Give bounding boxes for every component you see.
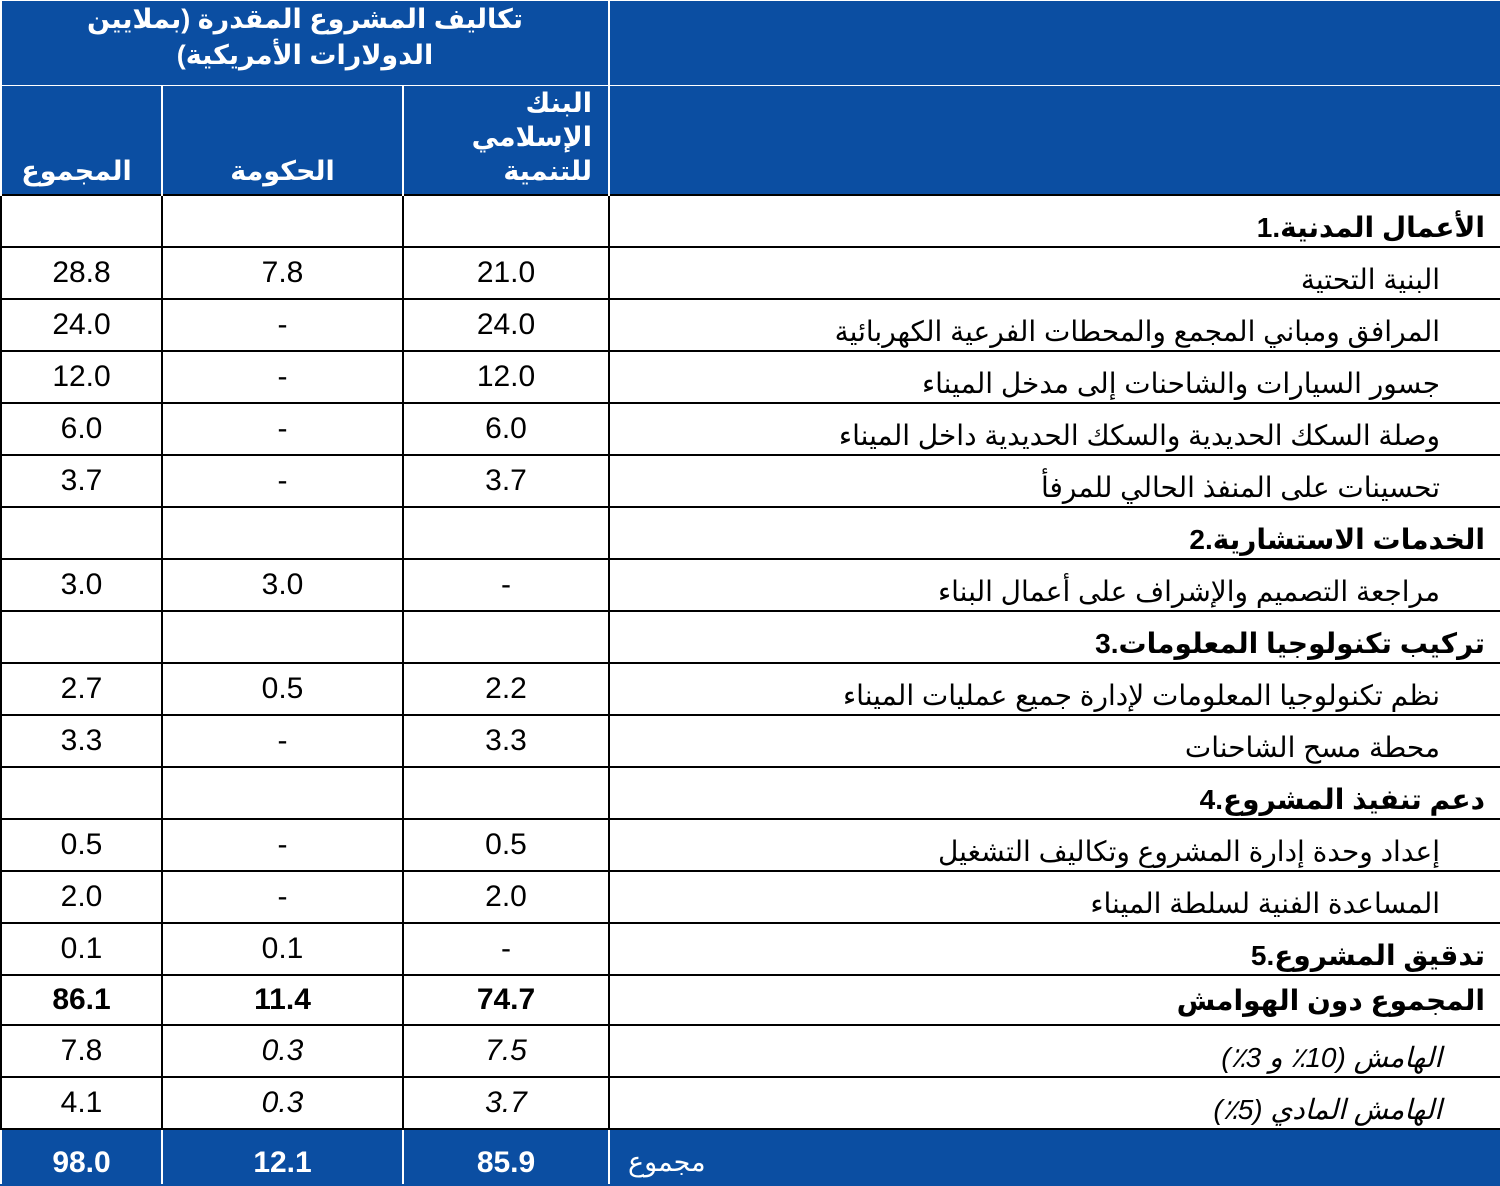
item-label: جسور السيارات والشاحنات إلى مدخل الميناء <box>609 351 1500 403</box>
table-row <box>1 455 1500 507</box>
section-number: .1 <box>1256 212 1281 243</box>
government-value: 12.1 <box>162 1129 403 1185</box>
header-row-2 <box>1 86 1500 196</box>
item-label: إعداد وحدة إدارة المشروع وتكاليف التشغيل <box>609 819 1500 871</box>
item-label: المساعدة الفنية لسلطة الميناء <box>609 871 1500 923</box>
table-row <box>1 871 1500 923</box>
header-empty-cell <box>609 1 1500 86</box>
table-row <box>1 247 1500 299</box>
table-row <box>1 559 1500 611</box>
isdb-value: 74.7 <box>403 975 609 1025</box>
government-value: 0.3 <box>162 1025 403 1077</box>
empty-cell <box>1 195 162 247</box>
total-value: 0.1 <box>1 923 162 975</box>
government-value: - <box>162 351 403 403</box>
isdb-value: 0.5 <box>403 819 609 871</box>
header-row-1 <box>1 1 1500 86</box>
section-title: دعم تنفيذ المشروع <box>1222 784 1486 815</box>
isdb-value: 3.7 <box>403 455 609 507</box>
section-row <box>1 923 1500 975</box>
section-number: .3 <box>1095 628 1119 659</box>
section-title: تدقيق المشروع <box>1274 940 1486 971</box>
isdb-value: 85.9 <box>403 1129 609 1185</box>
section-title: تركيب تكنولوجيا المعلومات <box>1118 628 1486 659</box>
total-value: 4.1 <box>1 1077 162 1129</box>
section-heading <box>609 611 1500 663</box>
total-value: 7.8 <box>1 1025 162 1077</box>
government-value: 7.8 <box>162 247 403 299</box>
grand-total-row <box>1 1129 1500 1185</box>
empty-cell <box>1 767 162 819</box>
government-value: 0.1 <box>162 923 403 975</box>
government-value: - <box>162 819 403 871</box>
margin-row <box>1 1025 1500 1077</box>
total-value: 3.3 <box>1 715 162 767</box>
section-title: الأعمال المدنية <box>1280 212 1486 243</box>
subtotal-row <box>1 975 1500 1025</box>
total-value: 28.8 <box>1 247 162 299</box>
item-label: تحسينات على المنفذ الحالي للمرفأ <box>609 455 1500 507</box>
total-value: 2.0 <box>1 871 162 923</box>
total-value: 3.0 <box>1 559 162 611</box>
government-value: 0.5 <box>162 663 403 715</box>
government-value: - <box>162 871 403 923</box>
item-label: محطة مسح الشاحنات <box>609 715 1500 767</box>
table-row <box>1 715 1500 767</box>
empty-cell <box>403 767 609 819</box>
section-heading <box>609 767 1500 819</box>
table-row <box>1 663 1500 715</box>
government-value: - <box>162 715 403 767</box>
total-value: 12.0 <box>1 351 162 403</box>
government-value: - <box>162 455 403 507</box>
margin-label: الهامش المادي (5٪) <box>609 1077 1500 1129</box>
government-value: 3.0 <box>162 559 403 611</box>
total-value: 98.0 <box>1 1129 162 1185</box>
empty-cell <box>403 507 609 559</box>
total-value: 2.7 <box>1 663 162 715</box>
total-value: 24.0 <box>1 299 162 351</box>
isdb-value: 7.5 <box>403 1025 609 1077</box>
isdb-value: 21.0 <box>403 247 609 299</box>
government-value: - <box>162 299 403 351</box>
table-row <box>1 403 1500 455</box>
empty-cell <box>403 195 609 247</box>
empty-cell <box>1 611 162 663</box>
column-header-isdb: البنك الإسلامي للتنمية <box>403 86 609 196</box>
government-value: - <box>162 403 403 455</box>
empty-cell <box>162 611 403 663</box>
column-header-total: المجموع <box>1 86 162 196</box>
item-label: وصلة السكك الحديدية والسكك الحديدية داخل الميناء <box>609 403 1500 455</box>
total-value: 86.1 <box>1 975 162 1025</box>
section-title: الخدمات الاستشارية <box>1212 524 1486 555</box>
isdb-value: 6.0 <box>403 403 609 455</box>
total-value: 0.5 <box>1 819 162 871</box>
table-row <box>1 351 1500 403</box>
item-label: المرافق ومباني المجمع والمحطات الفرعية الكهربائية <box>609 299 1500 351</box>
total-value: 6.0 <box>1 403 162 455</box>
section-number: .5 <box>1250 940 1275 971</box>
margin-row <box>1 1077 1500 1129</box>
empty-cell <box>403 611 609 663</box>
subtotal-label: المجموع دون الهوامش <box>609 975 1500 1025</box>
item-label: نظم تكنولوجيا المعلومات لإدارة جميع عمليات الميناء <box>609 663 1500 715</box>
section-number: .2 <box>1189 524 1213 555</box>
item-label: مراجعة التصميم والإشراف على أعمال البناء <box>609 559 1500 611</box>
empty-cell <box>162 507 403 559</box>
section-row <box>1 611 1500 663</box>
isdb-value: 2.0 <box>403 871 609 923</box>
isdb-value: 3.3 <box>403 715 609 767</box>
section-row <box>1 195 1500 247</box>
margin-label: الهامش (10٪ و 3٪) <box>609 1025 1500 1077</box>
section-heading <box>609 195 1500 247</box>
header-empty-cell <box>609 86 1500 196</box>
empty-cell <box>1 507 162 559</box>
isdb-value: 12.0 <box>403 351 609 403</box>
section-heading <box>609 923 1500 975</box>
government-value: 0.3 <box>162 1077 403 1129</box>
section-heading <box>609 507 1500 559</box>
section-number: .4 <box>1199 784 1223 815</box>
total-value: 3.7 <box>1 455 162 507</box>
section-row <box>1 507 1500 559</box>
section-row <box>1 767 1500 819</box>
item-label: البنية التحتية <box>609 247 1500 299</box>
grand-total-label: مجموع <box>609 1129 1500 1185</box>
isdb-value: 24.0 <box>403 299 609 351</box>
column-header-government: الحكومة <box>162 86 403 196</box>
empty-cell <box>162 767 403 819</box>
isdb-value: 3.7 <box>403 1077 609 1129</box>
isdb-value: - <box>403 559 609 611</box>
isdb-value: 2.2 <box>403 663 609 715</box>
empty-cell <box>162 195 403 247</box>
table-title: تكاليف المشروع المقدرة (بملايين الدولارات الأمريكية) <box>1 1 609 86</box>
isdb-value: - <box>403 923 609 975</box>
table-row <box>1 299 1500 351</box>
government-value: 11.4 <box>162 975 403 1025</box>
table-row <box>1 819 1500 871</box>
